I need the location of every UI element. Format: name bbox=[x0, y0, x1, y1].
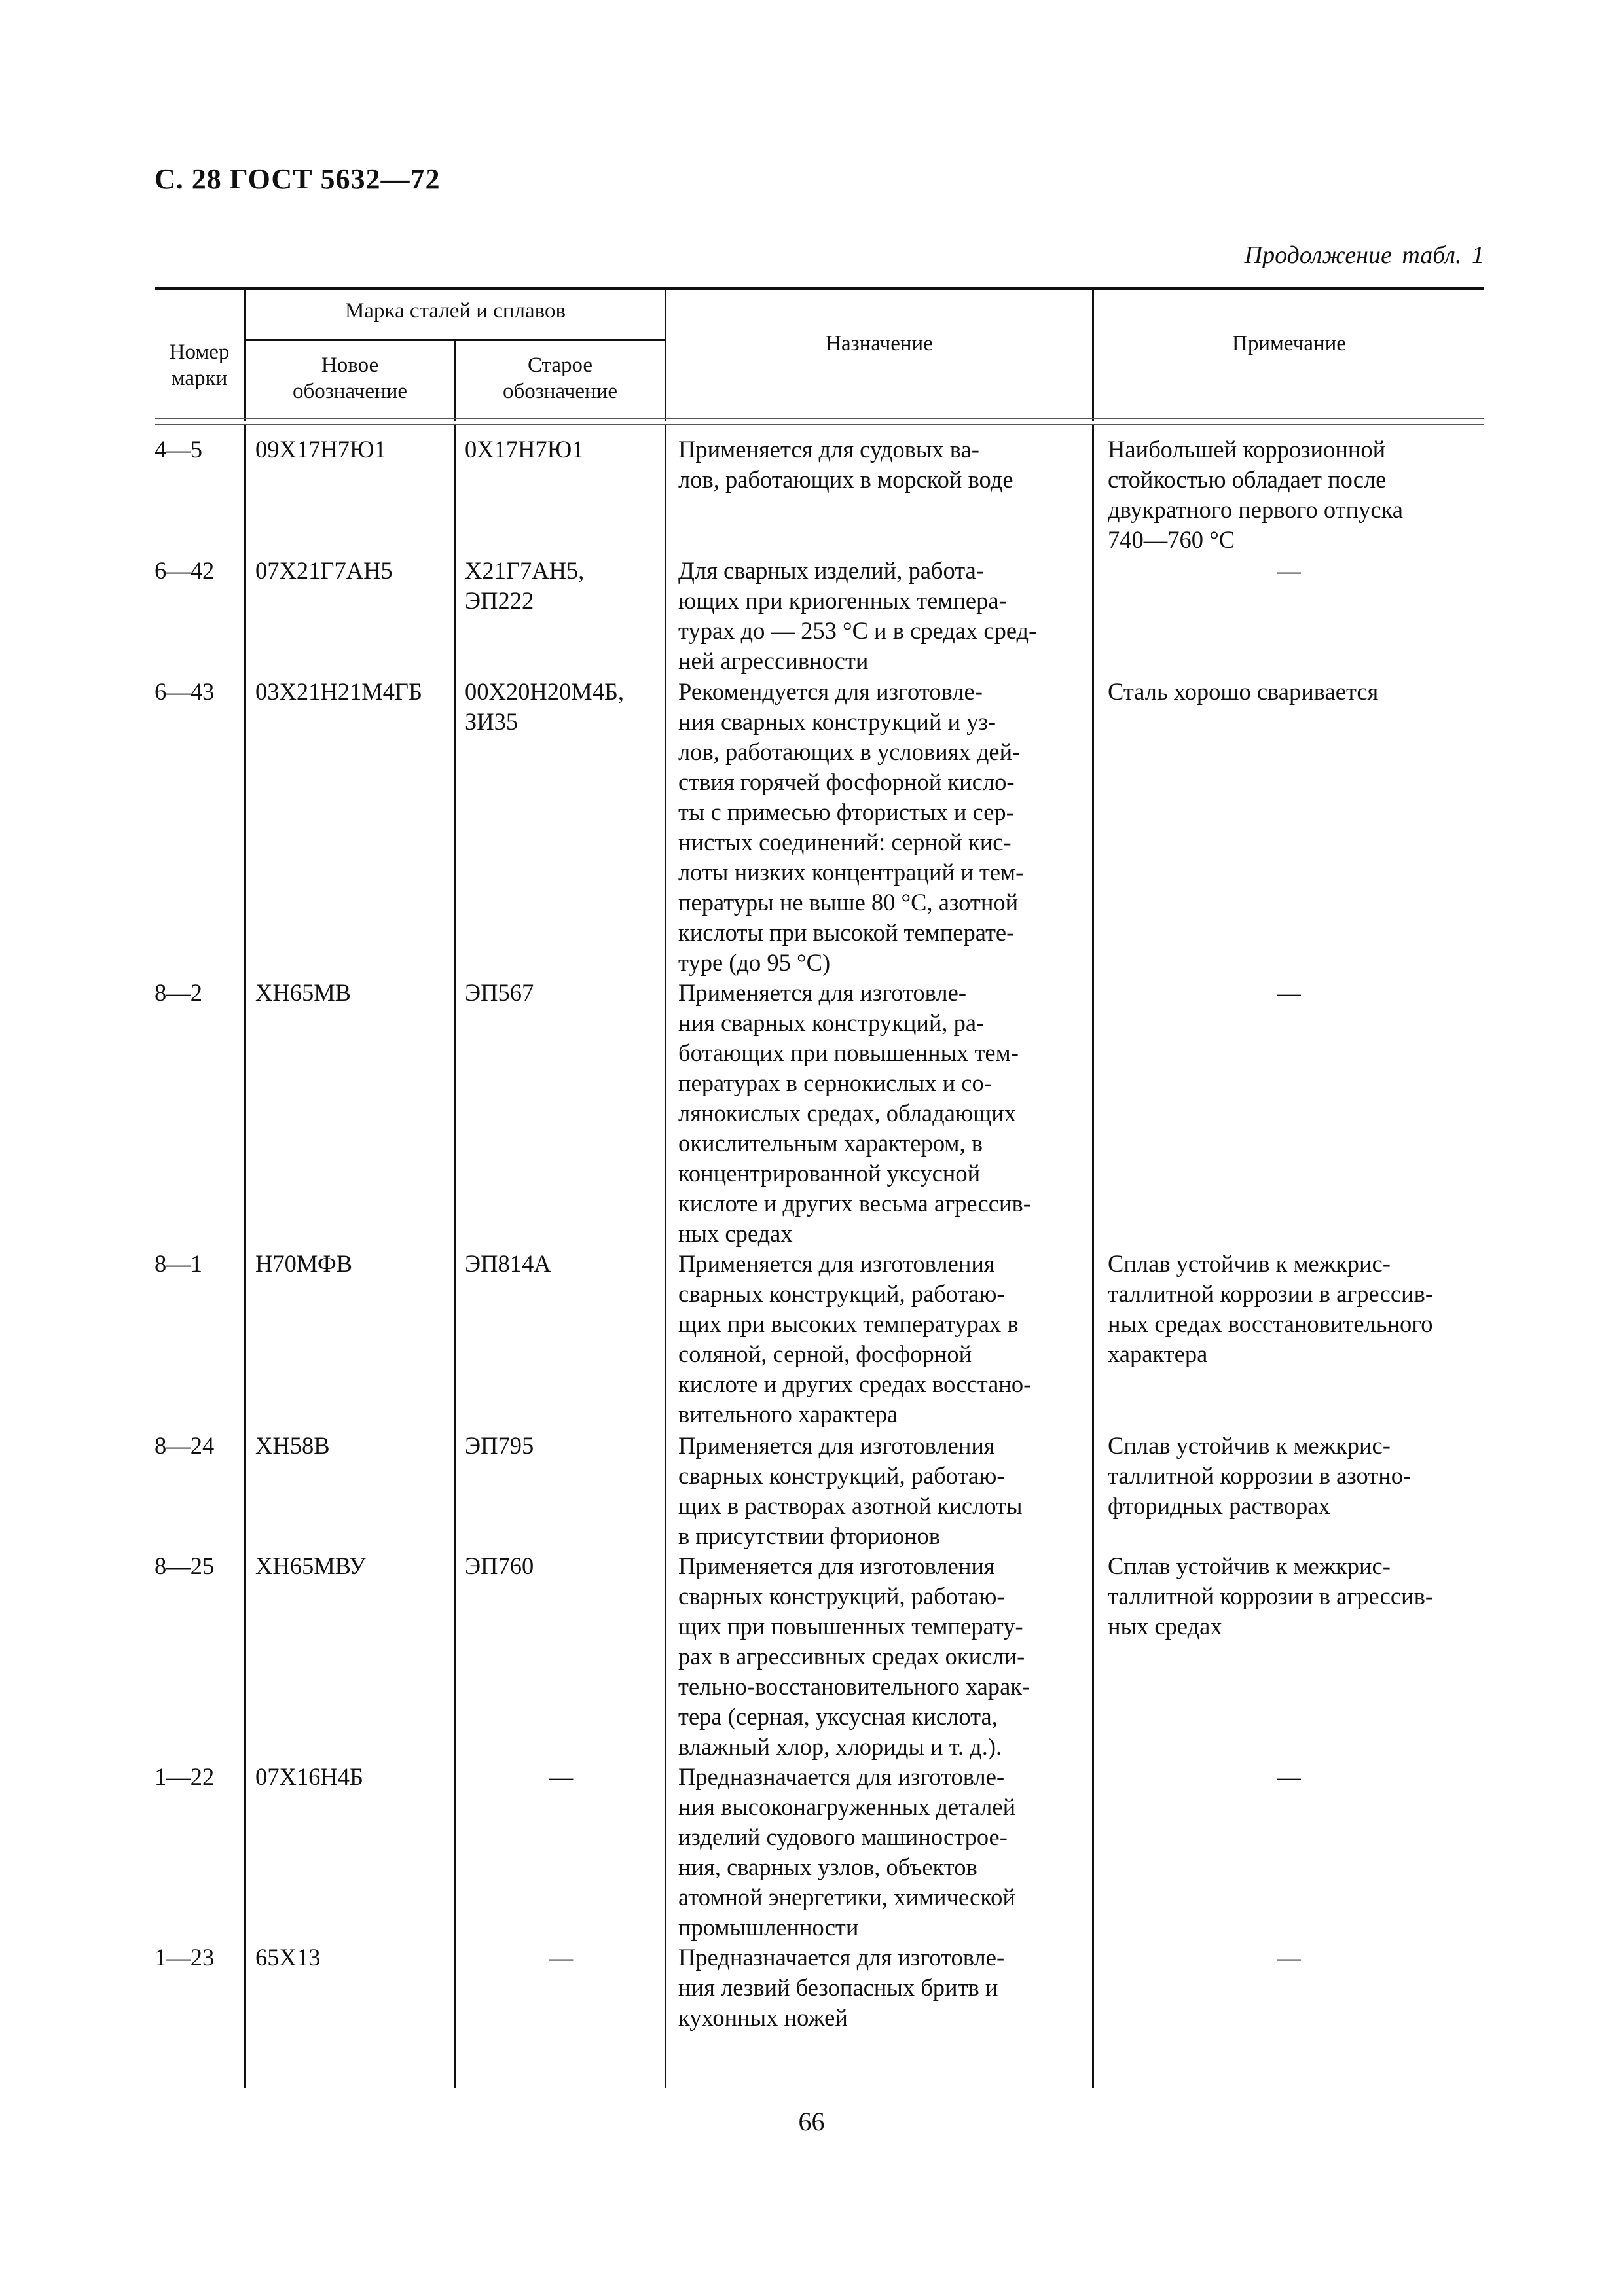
cell-new-designation: 09Х17Н7Ю1 bbox=[255, 436, 386, 463]
header-old-designation: Старое обозначение bbox=[502, 353, 618, 403]
cell-number: 6—43 bbox=[155, 678, 215, 705]
cell-note: Сплав устойчив к межкрис- таллитной коррозии в агрессив- ных средах восстановительного характера bbox=[1108, 1250, 1433, 1367]
cell-number: 8—25 bbox=[155, 1552, 215, 1579]
header-subrule bbox=[244, 339, 666, 341]
cell-old-designation: Х21Г7АН5, ЭП222 bbox=[465, 557, 585, 614]
cell-new-designation: 07Х16Н4Б bbox=[255, 1763, 363, 1790]
cell-note: — bbox=[1277, 557, 1301, 584]
cell-purpose: Применяется для изготовления сварных конструкций, работаю- щих в растворах азотной кислоты в присутствии фторионов bbox=[678, 1432, 1023, 1549]
table-row bbox=[155, 978, 1484, 1249]
cell-old-designation: ЭП760 bbox=[465, 1552, 534, 1579]
cell-number: 6—42 bbox=[155, 557, 215, 584]
cell-new-designation: Н70МФВ bbox=[255, 1250, 353, 1277]
header-purpose: Назначение bbox=[826, 332, 933, 355]
table-row bbox=[155, 1762, 1484, 1943]
cell-old-designation: 0Х17Н7Ю1 bbox=[465, 436, 584, 463]
page-header: С. 28 ГОСТ 5632—72 bbox=[155, 163, 441, 195]
cell-new-designation: 03Х21Н21М4ГБ bbox=[255, 678, 422, 705]
table-row bbox=[155, 1943, 1484, 2033]
cell-new-designation: ХН58В bbox=[255, 1432, 330, 1459]
cell-new-designation: 07Х21Г7АН5 bbox=[255, 557, 393, 584]
cell-note: Сталь хорошо сваривается bbox=[1108, 678, 1379, 705]
cell-purpose: Для сварных изделий, работа- ющих при криогенных темпера- турах до — 253 °С и в средах сред- ней агрессивности bbox=[678, 557, 1037, 674]
table-row bbox=[155, 556, 1484, 677]
table-row bbox=[155, 1551, 1484, 1762]
cell-number: 8—1 bbox=[155, 1250, 202, 1277]
header-number: Номер марки bbox=[169, 340, 230, 390]
header-note: Примечание bbox=[1232, 332, 1346, 355]
cell-note: Сплав устойчив к межкрис- таллитной коррозии в азотно- фторидных растворах bbox=[1108, 1432, 1412, 1519]
cell-note: — bbox=[1277, 979, 1301, 1006]
cell-note: Наибольшей коррозионной стойкостью обладает после двукратного первого отпуска 740—760 °С bbox=[1108, 436, 1403, 553]
header-double-rule-2 bbox=[155, 424, 1484, 425]
table-row bbox=[155, 1249, 1484, 1431]
cell-purpose: Применяется для судовых ва- лов, работающих в морской воде bbox=[678, 436, 1013, 493]
table-row bbox=[155, 1431, 1484, 1551]
cell-purpose: Применяется для изготовления сварных конструкций, работаю- щих при высоких температурах в соляной, серной, фосфорной кислоте и других средах восстано- вительного характера bbox=[678, 1250, 1032, 1427]
cell-number: 1—22 bbox=[155, 1763, 215, 1790]
page-number: 66 bbox=[798, 2107, 825, 2136]
table-continuation-caption: Продолжение табл. 1 bbox=[1244, 242, 1484, 269]
cell-note: — bbox=[1277, 1944, 1301, 1971]
cell-purpose: Предназначается для изготовле- ния лезвий безопасных бритв и кухонных ножей bbox=[678, 1944, 1005, 2031]
header-grade-group: Марка сталей и сплавов bbox=[344, 299, 566, 323]
cell-new-designation: 65Х13 bbox=[255, 1944, 321, 1971]
table-row bbox=[155, 435, 1484, 556]
header-new-designation: Новое обозначение bbox=[292, 353, 408, 403]
header-double-rule-1 bbox=[155, 418, 1484, 419]
cell-purpose: Предназначается для изготовле- ния высоконагруженных деталей изделий судового машинострое- ния, сварных узлов, объектов атомной энергетики, химической промышленности bbox=[678, 1763, 1016, 1941]
cell-purpose: Применяется для изготовления сварных конструкций, работаю- щих при повышенных температу- рах в агрессивных средах окисли- тельно-восстановительного харак- тера (серная, уксусная кислота, влажный хлор, хлориды и т. д.). bbox=[678, 1552, 1030, 1760]
cell-old-designation: ЭП567 bbox=[465, 979, 534, 1006]
table-row bbox=[155, 677, 1484, 978]
cell-number: 8—2 bbox=[155, 979, 202, 1006]
cell-old-designation: ЭП795 bbox=[465, 1432, 534, 1459]
cell-old-designation: ЭП814А bbox=[465, 1250, 551, 1277]
cell-number: 8—24 bbox=[155, 1432, 215, 1459]
cell-purpose: Рекомендуется для изготовле- ния сварных конструкций и уз- лов, работающих в условиях дей- ствия горячей фосфорной кисло- ты с примесью фтористых и сер- нистых соединений: серной кис- лоты низких концентраций и тем- пературы не выше 80 °С, азотной кислоты при высокой температе- туре (до 95 °С) bbox=[678, 678, 1024, 976]
cell-old-designation: 00Х20Н20М4Б, ЗИ35 bbox=[465, 678, 625, 735]
table-body bbox=[155, 435, 1484, 2033]
cell-old-designation: — bbox=[549, 1944, 574, 1971]
cell-note: Сплав устойчив к межкрис- таллитной коррозии в агрессив- ных средах bbox=[1108, 1552, 1433, 1640]
cell-note: — bbox=[1277, 1763, 1301, 1790]
cell-purpose: Применяется для изготовле- ния сварных конструкций, ра- ботающих при повышенных тем- пературах в сернокислых и со- лянокислых средах, обладающих окислительным характером, в концентрированной уксусной кислоте и других весьма агрессив- ных средах bbox=[678, 979, 1031, 1247]
cell-number: 1—23 bbox=[155, 1944, 215, 1971]
cell-old-designation: — bbox=[549, 1763, 574, 1790]
cell-new-designation: ХН65МВ bbox=[255, 979, 352, 1006]
cell-new-designation: ХН65МВУ bbox=[255, 1552, 366, 1579]
cell-number: 4—5 bbox=[155, 436, 202, 463]
